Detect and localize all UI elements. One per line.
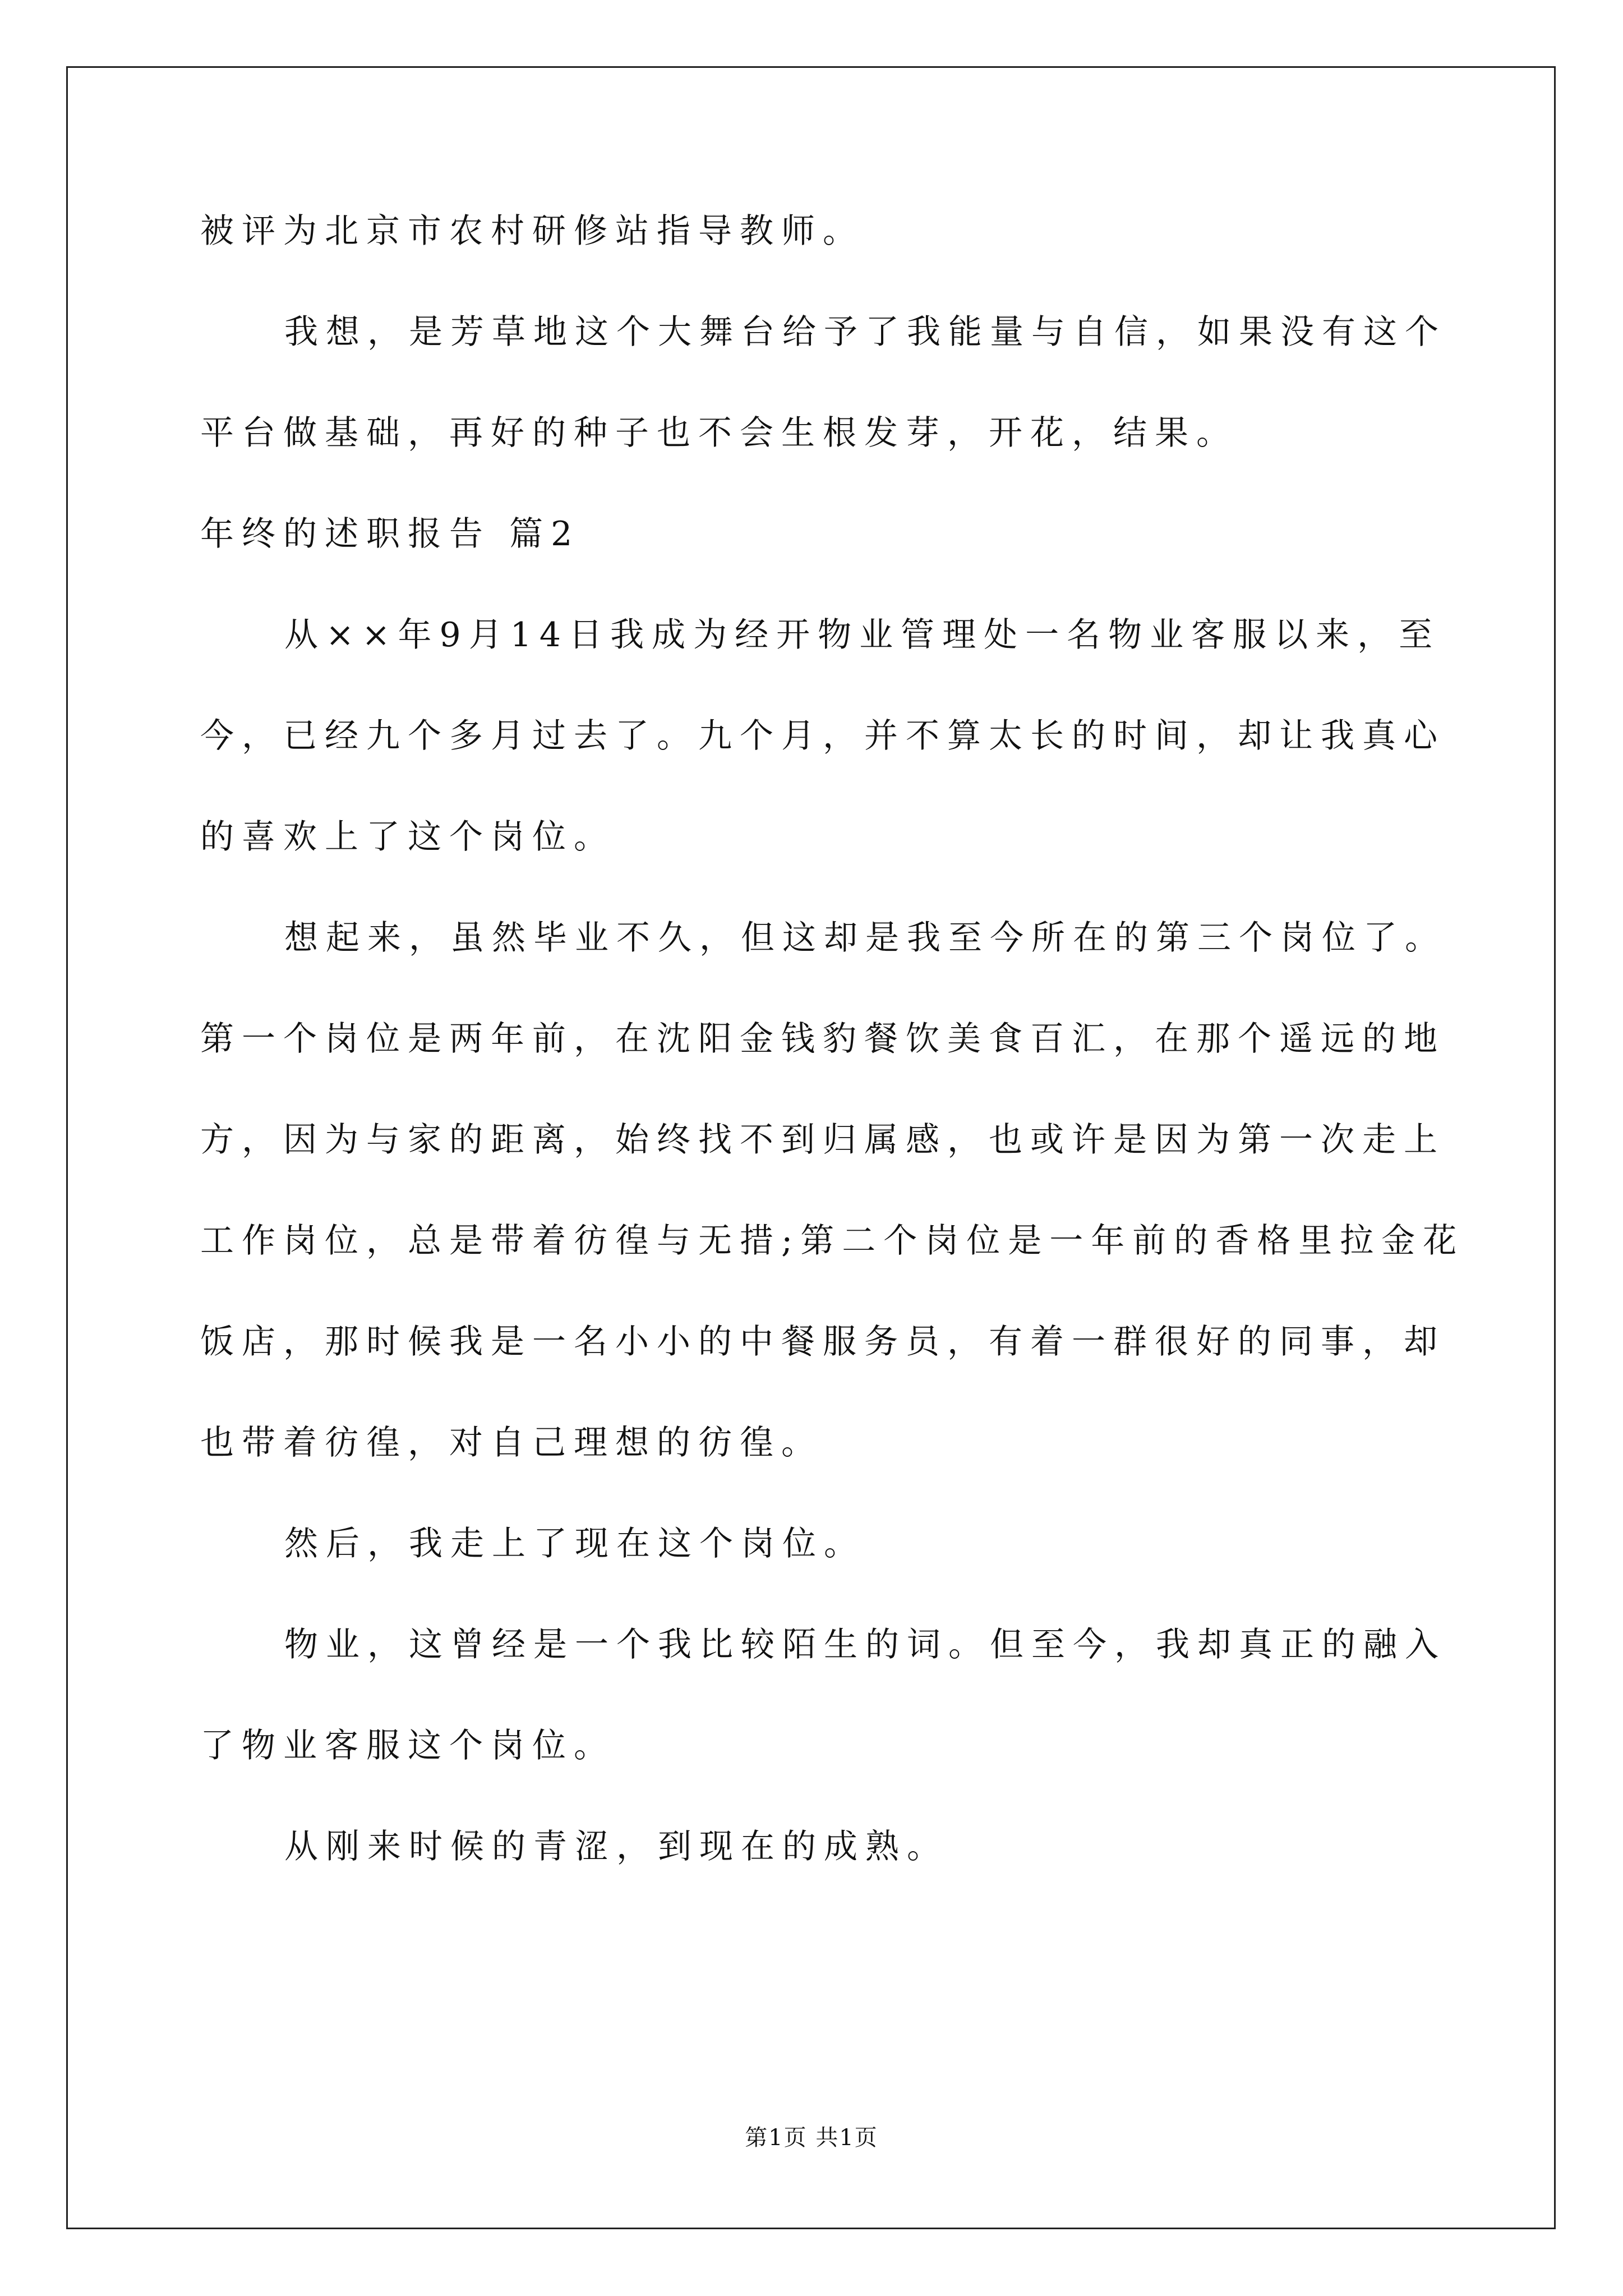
- text-line: 平台做基础，再好的种子也不会生根发芽，开花，结果。: [200, 413, 1238, 453]
- text-line: 饭店，那时候我是一名小小的中餐服务员，有着一群很好的同事，却: [200, 1322, 1445, 1361]
- text-line: 第一个岗位是两年前，在沈阳金钱豹餐饮美食百汇，在那个遥远的地: [200, 1019, 1445, 1059]
- text-line: 了物业客服这个岗位。: [200, 1726, 615, 1765]
- text-line: 想起来，虽然毕业不久，但这却是我至今所在的第三个岗位了。: [284, 918, 1446, 958]
- text-line: 物业，这曾经是一个我比较陌生的词。但至今，我却真正的融入: [284, 1625, 1446, 1664]
- page-footer: 第1页 共1页: [745, 2125, 878, 2151]
- text-line: 工作岗位，总是带着彷徨与无措;第二个岗位是一年前的香格里拉金花: [200, 1221, 1465, 1260]
- section-heading: 年终的述职报告 篇2: [200, 514, 580, 554]
- text-line: 方，因为与家的距离，始终找不到归属感，也或许是因为第一次走上: [200, 1120, 1445, 1159]
- text-line: 也带着彷徨，对自己理想的彷徨。: [200, 1423, 823, 1462]
- text-line: 然后，我走上了现在这个岗位。: [284, 1524, 865, 1563]
- text-line: 的喜欢上了这个岗位。: [200, 817, 615, 857]
- text-line: 被评为北京市农村研修站指导教师。: [200, 211, 864, 251]
- text-line: 从刚来时候的青涩，到现在的成熟。: [284, 1827, 948, 1866]
- text-line: 我想，是芳草地这个大舞台给予了我能量与自信，如果没有这个: [284, 312, 1446, 352]
- text-line: 今，已经九个多月过去了。九个月，并不算太长的时间，却让我真心: [200, 716, 1445, 756]
- text-line: 从××年9月14日我成为经开物业管理处一名物业客服以来，至: [284, 615, 1441, 655]
